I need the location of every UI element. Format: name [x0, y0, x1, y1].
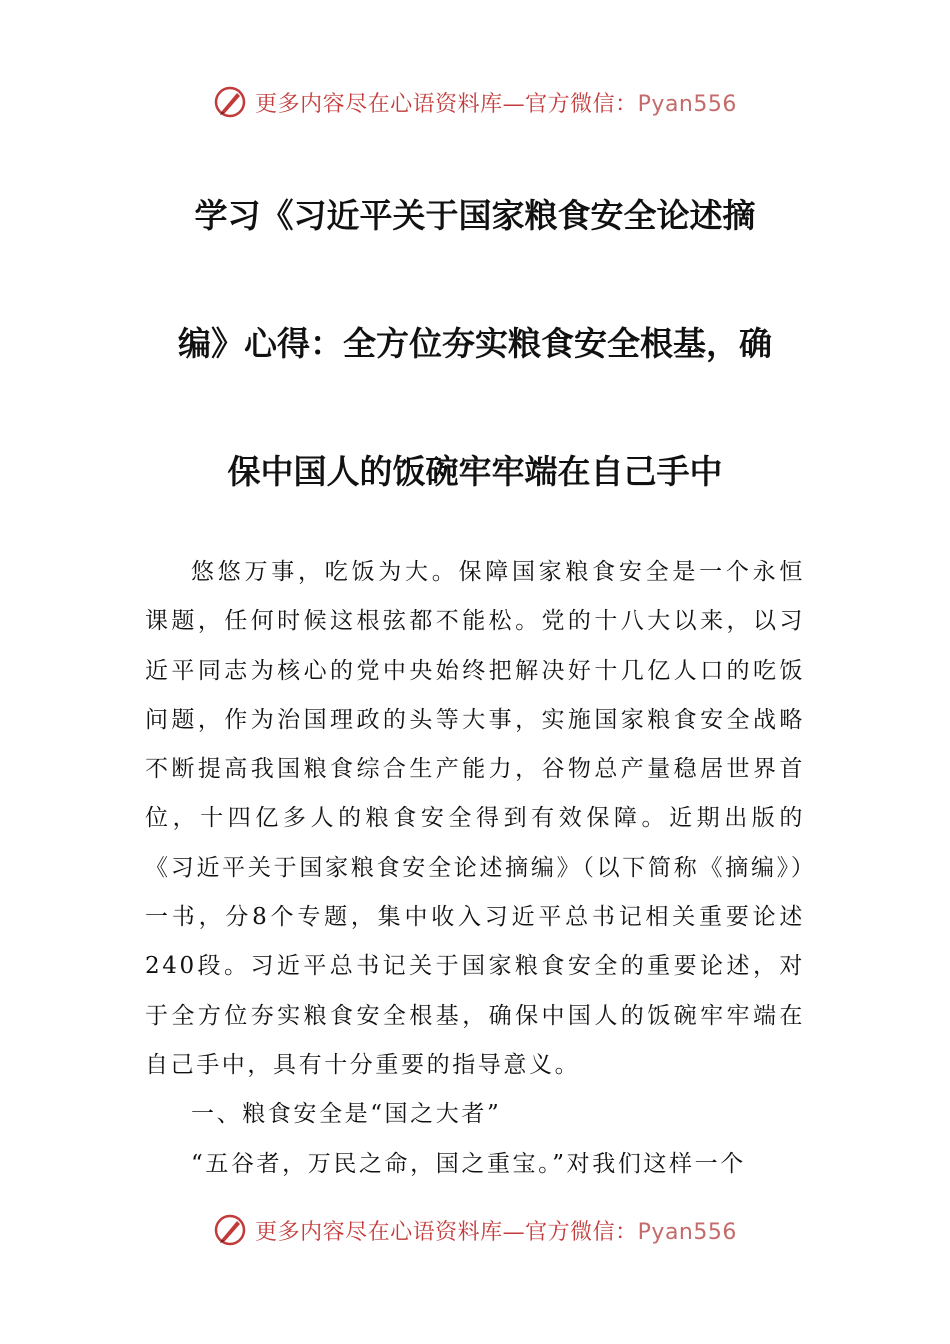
wechat-id: Pyan556	[637, 1219, 737, 1245]
paragraph-quote: “五谷者，万民之命，国之重宝。”对我们这样一个	[191, 1150, 746, 1177]
title-line-1: 学习《习近平关于国家粮食安全论述摘	[194, 196, 756, 235]
watermark-text: 更多内容尽在心语资料库—官方微信：Pyan556	[255, 91, 737, 117]
wechat-id: Pyan556	[637, 91, 737, 117]
pen-logo-icon	[213, 1213, 247, 1247]
section-heading-1: 一、粮食安全是“国之大者”	[191, 1101, 502, 1128]
pen-logo-icon	[213, 85, 247, 119]
watermark-text: 更多内容尽在心语资料库—官方微信：Pyan556	[255, 1219, 737, 1245]
document-body	[145, 548, 805, 1189]
paragraph-intro: 悠悠万事，吃饭为大。保障国家粮食安全是一个永恒课题，任何时候这根弦都不能松。党的十八大以来，以习近平同志为核心的党中央始终把解决好十几亿人口的吃饭问题，作为治国理政的头等大事，实施国家粮食安全战略不断提高我国粮食综合生产能力，谷物总产量稳居世界首位，十四亿多人的粮食安全得到有效保障。近期出版的《习近平关于国家粮食安全论述摘编》（以下简称《摘编》）一书，分8个专题，集中收入习近平总书记相关重要论述240段。习近平总书记关于国家粮食安全的重要论述，对于全方位夯实粮食安全根基，确保中国人的饭碗牢牢端在自己手中，具有十分重要的指导意义。	[145, 559, 805, 1078]
document-title	[140, 152, 810, 536]
title-line-3: 保中国人的饭碗牢牢端在自己手中	[227, 452, 723, 491]
watermark-banner-top	[0, 80, 950, 124]
watermark-banner-bottom	[0, 1208, 950, 1252]
title-line-2: 编》心得：全方位夯实粮食安全根基，确	[178, 324, 772, 363]
